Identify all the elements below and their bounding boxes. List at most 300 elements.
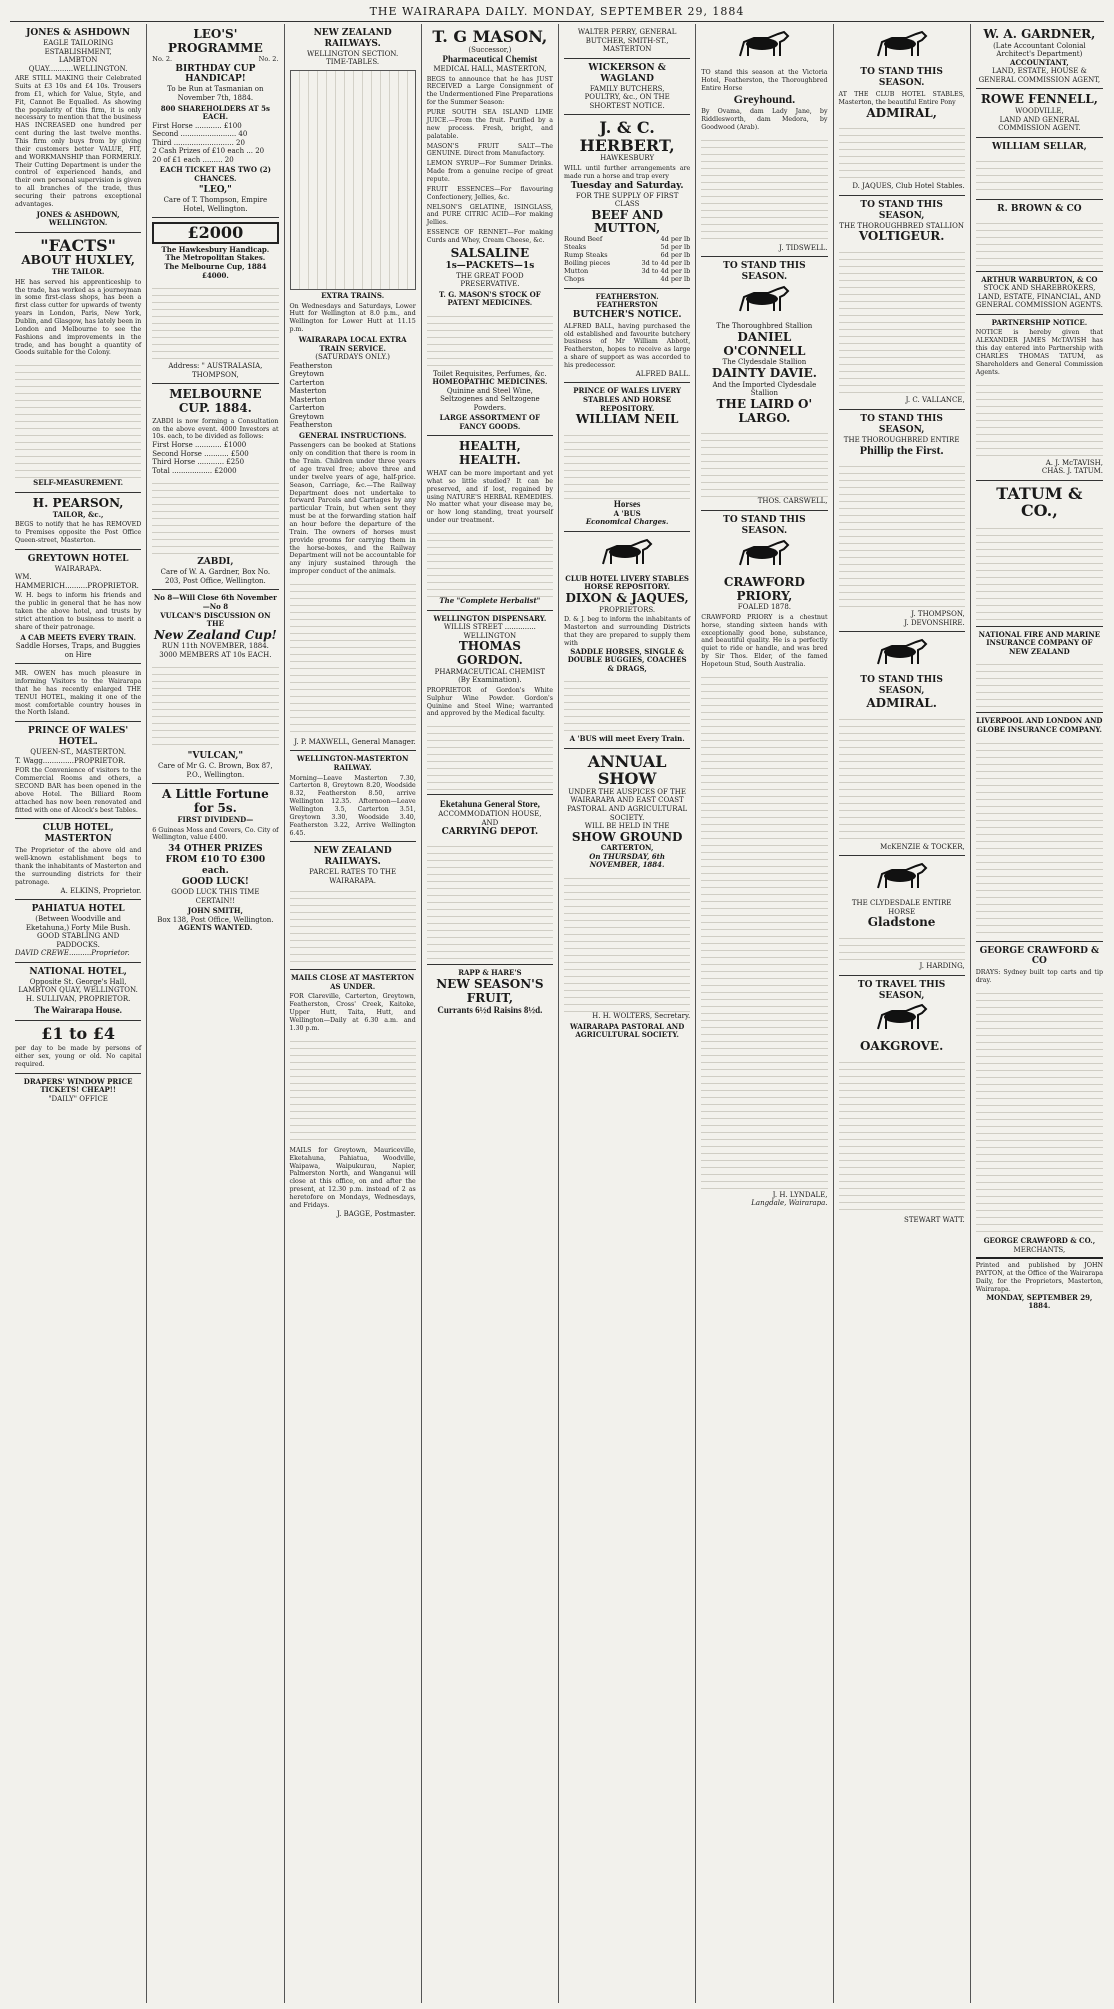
leos-ad [152, 24, 278, 218]
huxley-ad [15, 233, 141, 493]
horse-icon [839, 860, 965, 899]
money-big: £1 to £4 [41, 1024, 115, 1044]
fam-butchers: FAMILY BUTCHERS, [589, 84, 665, 93]
wm-rail-ad [290, 751, 416, 842]
price-item: Chops [564, 274, 585, 283]
clydesdale: THE CLYDESDALE ENTIRE HORSE [851, 899, 952, 916]
gordon-body: PROPRIETOR of Gordon's White Sulphur Wine Powder. Gordon's Quinine and Steel Wine; warranted and approved by the Medical faculty. [426, 686, 553, 718]
wpaa: WAIRARAPA PASTORAL AND AGRICULTURAL SOCIETY. [569, 1021, 685, 1040]
phillip: Phillip the First. [859, 443, 944, 458]
homeopathic: HOMEOPATHIC MEDICINES. [432, 377, 548, 387]
facts-body: HE has served his apprenticeship to the trade, has worked as a journeyman in some first-class shops, has been a first class cutter for upwards of twenty years in London, Paris, New York, Dublin, and Glasgow, has lately been in London and Melbourne to see the Fashions and improvements in the trade, and has bought a quantity of Goods suitable for the Colony. [15, 278, 142, 357]
john-addr: Box 138, Post Office, Wellington. [157, 915, 274, 924]
column-6 [696, 24, 833, 2003]
woodville: WOODVILLE, [1015, 107, 1064, 116]
admiral-ad [839, 24, 965, 196]
column-7 [834, 24, 971, 2003]
club-body: The Proprietor of the above old and well-known establishment begs to thank the inhabitants of Masterton and the surrounding districts for their patronage. [15, 847, 142, 886]
station-row: Carterton [289, 378, 325, 387]
zabdi-addr: Care of W. A. Gardner, Box No. 203, Post Office, Wellington. [160, 568, 271, 585]
greytown-body: W. H. begs to inform his friends and the public in general that he has now taken the above hotel, and trusts by strict attention to business to merit a share of their patronage. [15, 592, 142, 631]
prize-2000: £2000 [152, 222, 278, 244]
liverpool-ad [976, 713, 1103, 941]
gardner-ad [976, 24, 1103, 89]
dixon-ad [564, 532, 690, 749]
vulcan-sign: "VULCAN," [187, 751, 244, 762]
column-1 [10, 24, 147, 2003]
bagge: J. BAGGE, Postmaster. [336, 1209, 416, 1218]
crawford-title: CRAWFORD PRIORY, [723, 574, 805, 603]
parcel-ad [290, 842, 416, 970]
proprietors: PROPRIETORS. [599, 605, 656, 614]
price-item: Mutton [564, 266, 589, 275]
lime: PURE SOUTH SEA ISLAND LIME JUICE.—From the fruit. Purified by a new process. Fresh, bright, and palatable. [426, 109, 553, 140]
masthead-title: THE WAIRARAPA DAILY. MONDAY, SEPTEMBER 29, 1884 [369, 5, 745, 18]
vallance: J. C. VALLANCE, [905, 396, 965, 405]
accountant: ACCOUNTANT, [1010, 57, 1069, 67]
pow-stables: PRINCE OF WALES LIVERY STABLES AND HORSE REPOSITORY. [573, 386, 681, 413]
beef: BEEF AND MUTTON, [591, 207, 664, 236]
liverpool-filler [976, 737, 1103, 937]
zabdi-second: Second Horse ........... £500 [152, 449, 249, 458]
parcel-table [290, 885, 416, 965]
leo-addr: Care of T. Thompson, Empire Hotel, Wellington. [163, 196, 268, 213]
stand4: TO STAND THIS SEASON, [860, 674, 943, 696]
oakgrove-filler [839, 1056, 965, 1216]
station-row: Greytown [289, 412, 325, 421]
wm-rail-body: Morning—Leave Masterton 7.30, Carterton 8, Greytown 8.20, Woodside 8.32, Featherston 8.50, arrive Wellington 12.35. Afternoon—Leave Wellington 3.5, Carterton 3.51, Greytown 3.30, Woodside 3.40, Featherston 3.22, Arrive Wellington 6.45. [289, 774, 416, 837]
local-sub: (SATURDAYS ONLY.) [315, 353, 391, 362]
station-row: Featherston [289, 361, 333, 370]
consult-filler [152, 282, 278, 362]
gladstone: Gladstone [867, 915, 936, 930]
fortune-ad [152, 784, 278, 936]
gordon-title: THOMAS GORDON. [456, 639, 523, 667]
horse-icon [839, 28, 965, 67]
price-value: 4d per lb [660, 274, 691, 283]
foaled: FOALED 1878. [737, 603, 792, 612]
show-ground: SHOW GROUND [571, 829, 683, 844]
no8: No 8—Will Close 6th November—No 8 [153, 593, 277, 611]
john-smith: JOHN SMITH, [187, 906, 243, 916]
phillip-ad [839, 410, 965, 632]
zabdi-ad [152, 384, 278, 590]
pow-loc: QUEEN-ST., MASTERTON. [30, 748, 126, 757]
price-value: 3d to 4d per lb [641, 266, 691, 275]
mctavish: A. J. McTAVISH, [1045, 458, 1103, 467]
show-ad [564, 749, 690, 1044]
brown-filler [976, 217, 1103, 267]
horse-icon [701, 283, 827, 322]
currants: Currants 6½d Raisins 8½d. [437, 1005, 543, 1016]
gladstone-filler [839, 932, 965, 962]
zabdi-body: ZABDI is now forming a Consultation on the above event. 4000 Investors at 10s. each, to be divided as follows: [152, 417, 279, 441]
ball-body: ALFRED BALL, having purchased the old established and favourite butchery business of Mr William Abbott, Featherston, hopes to receive as large a share of support as was accorded to his predecessor. [564, 322, 691, 370]
rail-sub: WELLINGTON SECTION. [307, 49, 399, 58]
neil-ad [564, 383, 690, 531]
divider [976, 1257, 1103, 1259]
land: LAND, ESTATE, HOUSE & GENERAL COMMISSION AGENT, [978, 67, 1101, 84]
herbert-title: J. & C. HERBERT, [579, 118, 675, 155]
stock-title: T. G. MASON'S STOCK OF PATENT MEDICINES. [439, 289, 541, 308]
herbert-body: WILL until further arrangements are made run a horse and trap every [564, 164, 691, 180]
pearson-title: H. PEARSON, [32, 495, 124, 510]
wickerson: WICKERSON & WAGLAND [588, 62, 666, 84]
price-item: Steaks [564, 243, 587, 252]
oakgrove-ad [839, 976, 965, 1229]
general-body: Passengers can be booked at Stations only on condition that there is room in the Train. Children under three years of age travel free; above three and under twelve years of age, half-price. Season, Carriage, &c.—The Railway Department does not undertake to forward Parcels and Carriages by any particular Train, but when sent they must be at the forwarding station half an hour before the departure of the Train. The owners of horses must provide grooms for carrying them in the horse-boxes, and the Railway Department will not be accountable for any injury sustained through the improper conduct of the animals. [289, 442, 416, 576]
imprint-date: MONDAY, SEPTEMBER 29, 1884. [986, 1292, 1093, 1311]
horse-repo: HORSE REPOSITORY. [584, 582, 670, 592]
station-row: Carterton [289, 404, 325, 413]
jones-ashdown-ad [15, 24, 141, 233]
fruit-essences: FRUIT ESSENCES—For flavouring Confectionery, Jellies, &c. [426, 185, 553, 201]
leos-no-left: No. 2. [152, 54, 173, 63]
gardner-sub: (Late Accountant Colonial Architect's Department) [993, 41, 1086, 59]
melb-cup: The Melbourne Cup, 1884 £4000. [164, 261, 267, 280]
column-4 [422, 24, 559, 2003]
tuesday: Tuesday and Saturday. [570, 180, 684, 191]
club-hotel-ad [15, 819, 141, 900]
leo-name: "LEO," [198, 185, 232, 196]
mails-close2: MAILS for Greytown, Mauriceville, Eketahuna, Pahiatua, Woodville, Waipawa, Waipukurau, Napier, Palmerston North, and Wanganui will close at this office, on and after the present, at 12.30 p.m. instead of 2 as heretofore on Mondays, Wednesdays, and Fridays. [289, 1146, 416, 1209]
stand2: TO STAND THIS SEASON, [860, 199, 943, 221]
rail-title: NEW ZEALAND RAILWAYS. [313, 28, 392, 49]
horse-icon [839, 636, 965, 675]
prizes-34: 34 OTHER PRIZES FROM £10 TO £300 each. [165, 844, 266, 877]
geo-crawford: GEORGE CRAWFORD & CO., [983, 1236, 1096, 1246]
stand3: TO STAND THIS SEASON, [860, 413, 943, 435]
zabdi-third: Third Horse ............ £250 [152, 458, 245, 467]
greytown-owner: WM. HAMMERICH..........PROPRIETOR. [15, 573, 139, 590]
health-ad [427, 436, 553, 610]
pow-title: PRINCE OF WALES' HOTEL. [28, 726, 129, 748]
agents: AGENTS WANTED. [178, 923, 253, 933]
parcel-title: PARCEL RATES TO THE WAIRARAPA. [309, 868, 397, 885]
bus: A 'BUS [613, 508, 641, 518]
facts-filler [15, 359, 141, 479]
first-dividend: FIRST DIVIDEND— [177, 815, 254, 825]
saddle: SADDLE HORSES, SINGLE & DOUBLE BUGGIES, COACHES & DRAGS, [567, 646, 687, 673]
sellar-ad [976, 138, 1103, 200]
quinine: Quinine and Steel Wine, Seltzogenes and Seltzogene Powders. [440, 386, 540, 412]
show-carterton: CARTERTON, [600, 843, 654, 853]
greyhound-filler [701, 134, 827, 244]
railways-ad [290, 24, 416, 751]
oconnell-ad [701, 257, 827, 511]
pearson-body: BEGS to notify that he has REMOVED to Premises opposite the Post Office Queen-street, Masterton. [15, 521, 142, 544]
dividend-body: 6 Guineas Moss and Covers, Co. City of Wellington, value £400. [152, 826, 279, 842]
tenui-body: MR. OWEN has much pleasure in informing Visitors to the Wairarapa that he has recently enlarged THE TENUI HOTEL, making it one of the most comfortable country houses in the North Island. [15, 670, 142, 717]
essence: ESSENCE OF RENNET—For making Curds and Whey, Cream Cheese, &c. [426, 229, 553, 244]
pharma: Pharmaceutical Chemist [442, 54, 538, 65]
pow-body: FOR the Convenience of visitors to the Commercial Rooms and others, a SECOND BAR has been opened in the above Hotel. The Billiard Room attached has now been renovated and fitted with one of Alcock's best Tables. [15, 767, 142, 814]
oconnell: DANIEL O'CONNELL [723, 329, 806, 358]
daily-office: "DAILY" OFFICE [48, 1094, 108, 1103]
price-value: 6d per lb [660, 251, 691, 260]
time-tables: TIME-TABLES. [326, 58, 380, 67]
warburton-ad [976, 272, 1103, 315]
crawford-filler [701, 671, 827, 1191]
greytown-loc: WAIRARAPA. [54, 564, 102, 573]
column-3 [285, 24, 422, 2003]
pahiatua-body: GOOD STABLING AND PADDOCKS. [36, 932, 120, 949]
sellar: WILLIAM SELLAR, [991, 141, 1087, 152]
tatum-co-ad [976, 481, 1103, 627]
club-owner: A. ELKINS, Proprietor. [60, 886, 142, 895]
wolters: H. H. WOLTERS, Secretary. [592, 1011, 691, 1020]
admiral2: ADMIRAL. [866, 695, 937, 710]
largo: THE LAIRD O' LARGO. [716, 396, 813, 425]
jones-body: ARE STILL MAKING their Celebrated Suits at £3 10s and £4 10s. Trousers from £1, which for Value, Style, and Fit, Cannot Be Equalled. As showing the popularity of this firm, it is only necessary to mention that the business HAS INCREASED one hundred per cent during the last twelve months. This firm only buys from by giving their customers better VALUE, FIT, and WORKMANSHIP than FORMERLY. Their Cutting Department is under the control of experienced hands, and their own personal supervision is given to all branches of the trade, thus securing their patrons exceptional advantages. [15, 75, 142, 208]
birthday-cup: BIRTHDAY CUP HANDICAP! [175, 63, 256, 85]
eketahuna-title: Eketahuna General Store, [439, 799, 540, 810]
leos-no-right: No. 2. [258, 54, 279, 63]
stand: TO STAND THIS SEASON. [860, 66, 943, 88]
tatum-co: TATUM & CO., [996, 483, 1083, 521]
crawford-ad [701, 511, 827, 1212]
dixon-body: D. & J. beg to inform the inhabitants of Masterton and surrounding Districts that they are prepared to supply them with [564, 616, 691, 647]
partnership: PARTNERSHIP NOTICE. [991, 317, 1088, 327]
watt: STEWART WATT. [904, 1216, 965, 1225]
harding: J. HARDING, [919, 962, 965, 970]
carswell: THOS. CARSWELL, [757, 497, 828, 506]
drays: DRAYS: Sydney built top carts and tip dray. [975, 969, 1103, 985]
stations-list [290, 362, 416, 430]
column-8 [971, 24, 1108, 2003]
complete-herbalist: The "Complete Herbalist" [439, 596, 541, 606]
rowe: ROWE FENNELL, [980, 92, 1098, 107]
jones-sub: EAGLE TAILORING ESTABLISHMENT, [43, 38, 114, 56]
wairarapa-house: The Wairarapa House. [34, 1005, 122, 1016]
leos-third: Third ........................... 20 [152, 138, 245, 147]
admiral2-filler [839, 713, 965, 843]
leos-starters: 2 Cash Prizes of £10 each ... 20 [152, 147, 265, 156]
sellar-filler [976, 155, 1103, 195]
mails-body: FOR Clareville, Carterton, Greytown, Featherston, Cross' Creek, Kaitoke, Upper Hutt, Taita, Hutt, and Wellington—Daily at 6.30 a.m. and 1.30 p.m. [289, 993, 416, 1032]
stock-agents: STOCK AND SHAREBROKERS, LAND, ESTATE, FINANCIAL, AND GENERAL COMMISSION AGENTS. [975, 284, 1103, 310]
tidswell: J. TIDSWELL. [779, 243, 828, 252]
dixon-filler [564, 675, 690, 735]
national-sub: Opposite St. George's Hall, LAMBTON QUAY, WELLINGTON. [18, 977, 138, 995]
medical-hall: MEDICAL HALL, MASTERTON, [433, 65, 547, 74]
held: WILL BE HELD IN THE [584, 822, 670, 831]
newspaper-columns [10, 24, 1108, 2003]
horse-icon [564, 536, 690, 575]
auspices: UNDER THE AUSPICES OF THE WAIRARAPA AND EAST COAST PASTORAL AND AGRICULTURAL SOCIETY. [567, 787, 688, 822]
money-ad [15, 1021, 141, 1073]
horse-icon [839, 1001, 965, 1040]
club-stables: AT THE CLUB HOTEL STABLES, Masterton, the beautiful Entire Pony [838, 90, 965, 106]
brown: R. BROWN & CO [997, 203, 1082, 214]
extra-trains: EXTRA TRAINS. [321, 291, 385, 300]
carrying: CARRYING DEPOT. [441, 827, 539, 838]
hawkesbury-label: HAWKESBURY [600, 154, 655, 163]
dispensary: WELLINGTON DISPENSARY. [433, 613, 547, 623]
zabdi-filler [152, 477, 278, 557]
good-luck: GOOD LUCK! [181, 877, 249, 888]
horse-icon [701, 28, 827, 67]
rail2-title: NEW ZEALAND RAILWAYS. [313, 846, 392, 868]
leos-non-starters: 20 of £1 each ......... 20 [152, 155, 234, 164]
health-title: HEALTH, HEALTH. [459, 439, 521, 468]
ball-sign: ALFRED BALL. [635, 369, 691, 378]
devonshire: J. DEVONSHIRE. [904, 618, 965, 627]
station-row: Masterton [289, 387, 327, 396]
jones-loc: LAMBTON QUAY...........WELLINGTON. [28, 56, 128, 73]
price-row [564, 276, 690, 284]
stand2: TO STAND THIS SEASON. [723, 514, 806, 536]
greyhound-body: By Ovama, dam Lady Jane, by Riddlesworth, dam Medora, by Goodwood (Arab). [701, 108, 828, 132]
admiral-filler [839, 122, 965, 182]
mason-fruit: MASON'S FRUIT SALT—The GENUINE. Direct from Manufactory. [426, 142, 553, 158]
general-title: GENERAL INSTRUCTIONS. [298, 430, 407, 440]
health-filler [427, 527, 553, 597]
admiral2-ad [839, 632, 965, 856]
new-season: NEW SEASON'S FRUIT, [436, 976, 544, 1005]
mckenzie: McKENZIE & TOCKER, [880, 842, 965, 851]
merchants: MERCHANTS, [1013, 1245, 1066, 1254]
greytown-title: GREYTOWN HOTEL [27, 553, 129, 564]
leos-sub: To be Run at Tasmanian on November 7th, 1884. [167, 85, 264, 102]
facts-title: "FACTS" [40, 235, 116, 255]
maxwell: J. P. MAXWELL, General Manager. [294, 737, 416, 746]
largo-filler [701, 427, 827, 497]
vulcan-title: VULCAN'S DISCUSSION ON THE [160, 610, 271, 629]
gordon-ad [427, 611, 553, 796]
pow-hotel-ad [15, 722, 141, 819]
gladstone-ad [839, 856, 965, 975]
butcher-notice: BUTCHER'S NOTICE. [572, 309, 682, 320]
mason-sub: (Successor,) [468, 45, 512, 54]
ekt-filler [427, 840, 553, 960]
gordon-filler [427, 720, 553, 790]
facts-sub: ABOUT HUXLEY, [21, 253, 135, 268]
pahiatua-sub: (Between Woodville and Eketahuna,) Forty Mile Bush. [25, 915, 131, 932]
price-item: Boiling pieces [564, 258, 611, 267]
vulcan-members: 3000 MEMBERS AT 10s EACH. [159, 650, 272, 659]
zabdi-total: Total .................. £2000 [152, 466, 237, 475]
zabdi-name: ZABDI, [197, 557, 234, 568]
crawford-body: CRAWFORD PRIORY is a chestnut horse, standing sixteen hands with exceptionally good bone, substance, and beautiful quality. He is a perfectly quiet to ride or handle, and was bred by Sir Thos. Elder, of the famed Hopetoun Stud, South Australia. [701, 613, 828, 669]
nz-cup: New Zealand Cup! [153, 627, 277, 642]
dainty: DAINTY DAVIE. [711, 365, 817, 380]
brown-ad [976, 200, 1103, 272]
lemon: LEMON SYRUP—For Summer Drinks. Made from a genuine recipe of great repute. [426, 160, 553, 183]
rowe-ad [976, 89, 1103, 137]
hawkesbury: The Hawkesbury Handicap. [161, 244, 270, 254]
timetable-block [290, 70, 416, 290]
printed: Printed and published by JOHN PAYTON, at the Office of the Wairarapa Daily, for the Proprietors, Masterton, Wairarapa. [975, 1262, 1103, 1293]
gardner: W. A. GARDNER, [983, 27, 1096, 41]
insurance-ad [976, 627, 1103, 714]
facts-sub2: THE TAILOR. [51, 267, 105, 277]
fortune-title: A Little Fortune for 5s. [161, 787, 269, 816]
imported: And the Imported Clydesdale Stallion [712, 380, 817, 398]
mason-ad [427, 24, 553, 436]
thoroughbred: The Thoroughbred Stallion [716, 322, 813, 331]
money-body: per day to be made by persons of either sex, young or old. No capital required. [15, 1045, 142, 1068]
wm-rail-title: WELLINGTON-MASTERTON RAILWAY. [296, 754, 409, 773]
national-title: NATIONAL HOTEL, [29, 966, 127, 977]
jones-title: JONES & ASHDOWN [26, 28, 131, 38]
masthead [10, 2, 1104, 22]
admiral: ADMIRAL, [866, 105, 937, 120]
jones-footer: JONES & ASHDOWN, WELLINGTON. [36, 209, 120, 228]
pearson-ad [15, 493, 141, 550]
rowe-sub: LAND AND GENERAL COMMISSION AGENT. [998, 115, 1081, 133]
local-title: WAIRARAPA LOCAL EXTRA TRAIN SERVICE. [298, 334, 407, 353]
liverpool: LIVERPOOL AND LONDON AND GLOBE INSURANCE COMPANY. [976, 716, 1103, 734]
vulcan-addr: Care of Mr G. C. Brown, Box 87, P.O., Wellington. [158, 762, 273, 779]
jaques: D. JAQUES, Club Hotel Stables. [852, 182, 965, 191]
column-2 [147, 24, 284, 2003]
partnership-filler [976, 379, 1103, 459]
pahiatua-title: PAHIATUA HOTEL [31, 904, 125, 915]
stock-filler [427, 310, 553, 370]
health-body: WHAT can be more important and yet what so little studied? It can be preserved, and if lost, regained by using NATURE'S HERBAL REMEDIES. No matter what your disease may be, or how long standing, treat yourself under our treatment. [426, 470, 553, 525]
economical: Economical Charges. [585, 517, 669, 527]
general-filler [290, 578, 416, 738]
vulcan-ad [152, 590, 278, 784]
ins-filler [976, 658, 1103, 708]
show-filler [564, 872, 690, 1012]
phillip-sub: THE THOROUGHBRED ENTIRE [843, 435, 960, 444]
leos-title: LEO'S' PROGRAMME [168, 27, 263, 55]
voltigeur-sub: THE THOROUGHBRED STALLION [839, 221, 964, 230]
partnership-body: NOTICE is hereby given that ALEXANDER JAMES McTAVISH has this day entered into Partnership with CHARLES THOMAS TATUM, as Shareholders and General Commission Agents. [975, 329, 1103, 376]
show-date: On THURSDAY, 6th NOVEMBER, 1884. [589, 851, 665, 870]
greyhound-title: Greyhound. [733, 91, 796, 106]
price-item: Rump Steaks [564, 251, 608, 260]
ekt-sub: ACCOMMODATION HOUSE, [438, 810, 542, 819]
featherston: FEATHERSTON. FEATHERSTON [595, 291, 659, 310]
voltigeur: VOLTIGEUR. [858, 229, 945, 244]
cab-line: A CAB MEETS EVERY TRAIN. [20, 632, 136, 642]
leos-second: Second ......................... 40 [152, 130, 248, 139]
mason-body: BEGS to announce that he has JUST RECEIVED a Large Consignment of the Undermentioned Fine Preparations for the Summer Season: [426, 75, 553, 107]
pearson-sub: TAILOR, &c., [52, 509, 104, 519]
supply: FOR THE SUPPLY OF FIRST CLASS [575, 191, 679, 209]
price-value: 3d to 4d per lb [641, 258, 691, 267]
price-item: Round Beef [564, 235, 603, 244]
station-row: Featherston [289, 421, 333, 430]
ball-ad [564, 289, 690, 384]
phillip-filler [839, 460, 965, 610]
voltigeur-ad [839, 196, 965, 410]
mails-title: MAILS CLOSE AT MASTERTON AS UNDER. [291, 973, 415, 991]
gordon-exam: (By Examination). [458, 676, 522, 685]
leos-chances: EACH TICKET HAS TWO (2) CHANCES. [159, 165, 271, 183]
column-5 [559, 24, 696, 2003]
saddle-line: Saddle Horses, Traps, and Buggies on Hire [15, 642, 141, 659]
perry-ad [564, 24, 690, 59]
packets: 1s—PACKETS—1s [445, 260, 535, 271]
salsaline: SALSALINE [450, 245, 530, 260]
greyhound-ad [701, 24, 827, 257]
dixon-title: DIXON & JAQUES, [565, 590, 689, 605]
zabdi-first: First Horse ............ £1000 [152, 441, 247, 450]
crawford-co-filler [976, 987, 1103, 1237]
vulcan-filler [152, 661, 278, 751]
price-list [564, 236, 690, 284]
club-title: CLUB HOTEL, MASTERTON [42, 823, 114, 845]
wickerson-ad [564, 59, 690, 116]
toilet: Toilet Requisites, Perfumes, &c. [433, 369, 547, 378]
oakgrove: OAKGROVE. [859, 1039, 944, 1054]
self-measure: SELF-MEASUREMENT. [33, 478, 124, 488]
crawford-co: GEORGE CRAWFORD & CO [979, 945, 1100, 967]
